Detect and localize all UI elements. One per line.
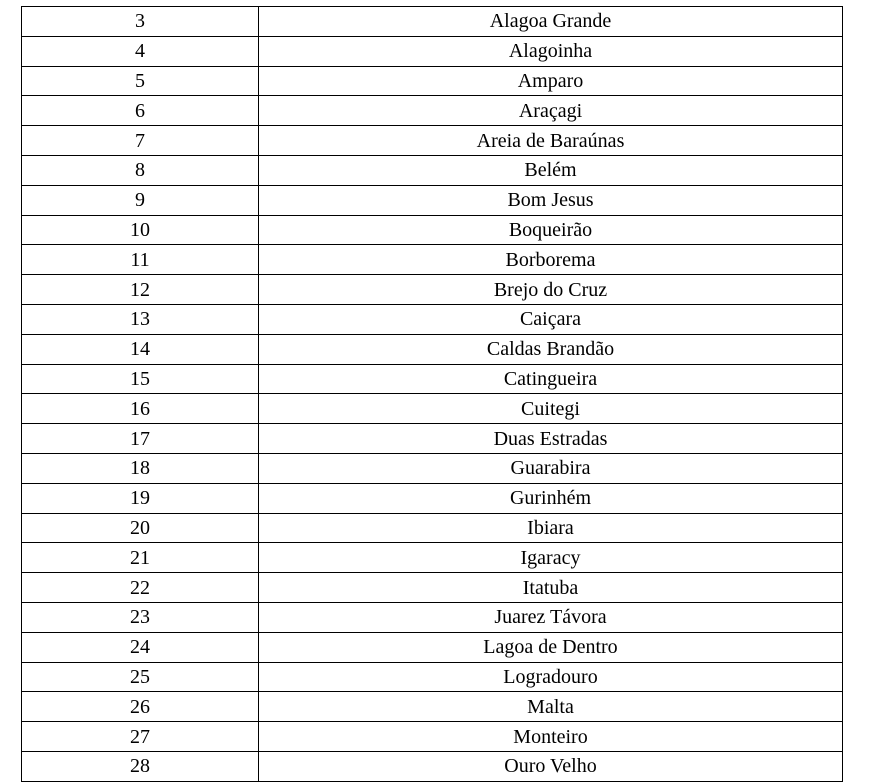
row-number-cell: 13	[22, 304, 259, 334]
table-row	[22, 543, 843, 573]
municipality-name-cell: Igaracy	[259, 543, 843, 573]
row-number-cell: 25	[22, 662, 259, 692]
row-number-cell: 26	[22, 692, 259, 722]
row-number-cell: 5	[22, 66, 259, 96]
row-number-cell: 17	[22, 424, 259, 454]
table-row	[22, 453, 843, 483]
row-number-cell: 24	[22, 632, 259, 662]
table-row	[22, 66, 843, 96]
municipality-name-cell: Belém	[259, 155, 843, 185]
municipality-name-cell: Areia de Baraúnas	[259, 126, 843, 156]
table-row	[22, 7, 843, 37]
municipality-name-cell: Alagoa Grande	[259, 7, 843, 37]
municipality-name-cell: Bom Jesus	[259, 185, 843, 215]
table-row	[22, 692, 843, 722]
row-number-cell: 27	[22, 722, 259, 752]
table-row	[22, 96, 843, 126]
row-number-cell: 21	[22, 543, 259, 573]
row-number-cell: 15	[22, 364, 259, 394]
municipality-name-cell: Ouro Velho	[259, 751, 843, 781]
table-row	[22, 602, 843, 632]
table-row	[22, 662, 843, 692]
table-row	[22, 364, 843, 394]
municipality-name-cell: Catingueira	[259, 364, 843, 394]
table-row	[22, 275, 843, 305]
table-row	[22, 573, 843, 603]
municipalities-table	[21, 6, 843, 782]
row-number-cell: 4	[22, 36, 259, 66]
row-number-cell: 7	[22, 126, 259, 156]
table-row	[22, 215, 843, 245]
row-number-cell: 6	[22, 96, 259, 126]
municipality-name-cell: Guarabira	[259, 453, 843, 483]
row-number-cell: 23	[22, 602, 259, 632]
row-number-cell: 20	[22, 513, 259, 543]
municipality-name-cell: Itatuba	[259, 573, 843, 603]
row-number-cell: 18	[22, 453, 259, 483]
municipality-name-cell: Logradouro	[259, 662, 843, 692]
table-row	[22, 36, 843, 66]
table-row	[22, 632, 843, 662]
row-number-cell: 12	[22, 275, 259, 305]
row-number-cell: 16	[22, 394, 259, 424]
municipality-name-cell: Ibiara	[259, 513, 843, 543]
municipality-name-cell: Cuitegi	[259, 394, 843, 424]
row-number-cell: 22	[22, 573, 259, 603]
row-number-cell: 11	[22, 245, 259, 275]
row-number-cell: 3	[22, 7, 259, 37]
table-body	[22, 7, 843, 782]
municipality-name-cell: Alagoinha	[259, 36, 843, 66]
row-number-cell: 10	[22, 215, 259, 245]
municipality-name-cell: Monteiro	[259, 722, 843, 752]
row-number-cell: 28	[22, 751, 259, 781]
table-row	[22, 751, 843, 781]
row-number-cell: 8	[22, 155, 259, 185]
municipality-name-cell: Araçagi	[259, 96, 843, 126]
municipality-name-cell: Lagoa de Dentro	[259, 632, 843, 662]
municipality-name-cell: Gurinhém	[259, 483, 843, 513]
municipality-name-cell: Caiçara	[259, 304, 843, 334]
table-row	[22, 424, 843, 454]
row-number-cell: 14	[22, 334, 259, 364]
table-row	[22, 155, 843, 185]
municipality-name-cell: Duas Estradas	[259, 424, 843, 454]
table-row	[22, 185, 843, 215]
municipality-name-cell: Caldas Brandão	[259, 334, 843, 364]
table-row	[22, 513, 843, 543]
municipality-name-cell: Malta	[259, 692, 843, 722]
table-row	[22, 483, 843, 513]
table-row	[22, 304, 843, 334]
row-number-cell: 19	[22, 483, 259, 513]
municipality-name-cell: Amparo	[259, 66, 843, 96]
municipality-name-cell: Juarez Távora	[259, 602, 843, 632]
table-row	[22, 245, 843, 275]
municipality-name-cell: Boqueirão	[259, 215, 843, 245]
table-row	[22, 334, 843, 364]
table-row	[22, 394, 843, 424]
row-number-cell: 9	[22, 185, 259, 215]
municipality-name-cell: Brejo do Cruz	[259, 275, 843, 305]
municipality-name-cell: Borborema	[259, 245, 843, 275]
table-row	[22, 722, 843, 752]
table-row	[22, 126, 843, 156]
